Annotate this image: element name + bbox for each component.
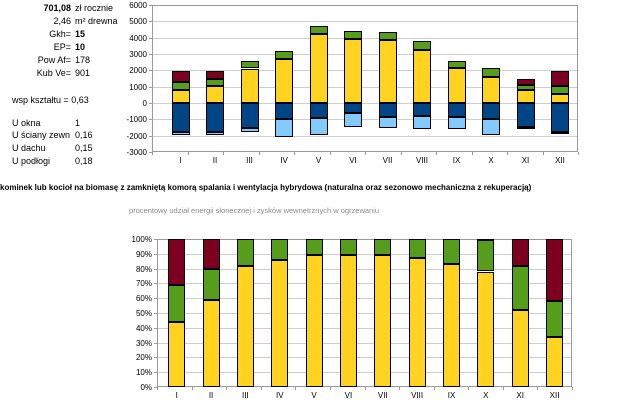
bar-segment-losses-light-blue <box>275 119 293 137</box>
u-floor-label: U podłogi <box>12 156 51 166</box>
gkh-label: Gkh= <box>49 29 71 39</box>
y-tick-label: 10% <box>135 368 152 377</box>
x-axis-tick <box>365 152 366 155</box>
y-axis-tick <box>149 119 152 120</box>
x-axis-tick <box>188 152 189 155</box>
y-axis-tick <box>149 70 152 71</box>
bar-segment-losses-light-blue <box>206 132 224 135</box>
x-tick-label: VI <box>344 391 353 400</box>
wood-amount-unit: m² drewna <box>75 16 118 26</box>
bar-segment-heating-dark-red <box>517 79 535 85</box>
y-axis-tick <box>149 5 152 6</box>
bar-segment-gains-internal-green <box>517 85 535 90</box>
y-tick-label: 80% <box>135 265 152 274</box>
u-window-label: U okna <box>12 118 41 128</box>
x-tick-label: XII <box>549 391 560 400</box>
y-tick-label: 6000 <box>129 1 147 10</box>
y-axis-tick <box>149 87 152 88</box>
x-axis-tick <box>503 387 504 390</box>
x-tick-label: II <box>212 156 218 165</box>
y-tick-label: 100% <box>131 235 152 244</box>
x-tick-label: XI <box>516 391 524 400</box>
bar-segment-share-solar-yellow <box>443 264 460 387</box>
bar-segment-share-solar-yellow <box>306 255 323 387</box>
bar-segment-share-heating-dark-red <box>168 239 185 285</box>
x-axis-tick <box>295 387 296 390</box>
bar-segment-gains-internal-green <box>551 86 569 94</box>
x-tick-label: IV <box>275 391 284 400</box>
y-axis-tick <box>149 136 152 137</box>
x-tick-label: V <box>311 391 317 400</box>
pow-af-value: 178 <box>75 55 91 65</box>
x-tick-label: VIII <box>411 391 424 400</box>
y-axis-tick <box>154 372 157 373</box>
x-tick-label: X <box>483 391 489 400</box>
y-tick-label: 60% <box>135 294 152 303</box>
bar-segment-share-internal-green <box>409 239 426 258</box>
bar-segment-losses-light-blue <box>241 128 259 132</box>
x-tick-label: II <box>208 391 214 400</box>
x-axis-tick <box>578 152 579 155</box>
x-axis-tick <box>365 387 366 390</box>
shape-factor-label: wsp kształtu = <box>12 95 69 105</box>
y-axis-tick <box>154 269 157 270</box>
y-axis-tick <box>149 38 152 39</box>
bar-segment-losses-dark-blue <box>379 103 397 117</box>
x-axis-tick <box>399 387 400 390</box>
bar-segment-share-internal-green <box>443 239 460 264</box>
y-tick-label: 2000 <box>129 66 147 75</box>
x-axis-tick <box>330 387 331 390</box>
y-tick-label: 70% <box>135 279 152 288</box>
x-tick-label: III <box>242 391 249 400</box>
x-tick-label: I <box>179 156 182 165</box>
x-axis-tick <box>543 152 544 155</box>
bar-segment-share-solar-yellow <box>168 322 185 387</box>
bar-segment-losses-light-blue <box>482 119 500 135</box>
bar-segment-share-solar-yellow <box>477 272 494 387</box>
gridline <box>153 54 577 55</box>
kub-ve-value: 901 <box>75 68 91 78</box>
bar-segment-losses-light-blue <box>448 117 466 129</box>
bar-segment-share-internal-green <box>477 240 494 271</box>
u-roof-label: U dachu <box>12 143 46 153</box>
bar-segment-gains-internal-green <box>379 32 397 40</box>
u-roof-value: 0,15 <box>75 143 93 153</box>
bar-segment-gains-solar-yellow <box>344 39 362 103</box>
x-tick-label: VI <box>349 156 357 165</box>
x-axis-tick <box>572 387 573 390</box>
x-axis-tick <box>468 387 469 390</box>
x-tick-label: III <box>246 156 253 165</box>
x-axis-tick <box>537 387 538 390</box>
chart-title: kominek lub kocioł na biomasę z zamkniętą komorą spalania i wentylacja hybrydowa (naturalna oraz sezonowo mechaniczna z rekuperacją) <box>0 183 532 192</box>
bar-segment-share-solar-yellow <box>374 255 391 387</box>
y-axis-tick <box>154 357 157 358</box>
bar-segment-share-heating-dark-red <box>203 239 220 269</box>
bar-segment-gains-internal-green <box>206 79 224 86</box>
x-axis-tick <box>226 387 227 390</box>
gridline <box>153 21 577 22</box>
y-tick-label: 40% <box>135 324 152 333</box>
pow-af-label: Pow Af= <box>37 55 71 65</box>
y-axis-tick <box>149 54 152 55</box>
bar-segment-losses-dark-blue <box>482 103 500 119</box>
u-window-value: 1 <box>75 118 81 128</box>
x-axis-tick <box>507 152 508 155</box>
bar-segment-gains-internal-green <box>344 31 362 39</box>
bar-segment-losses-light-blue <box>517 127 535 129</box>
bar-segment-share-internal-green <box>546 301 563 337</box>
bar-segment-gains-internal-green <box>310 26 328 34</box>
bar-segment-losses-dark-blue <box>310 103 328 118</box>
bar-segment-losses-dark-blue <box>206 103 224 132</box>
x-axis-tick <box>223 152 224 155</box>
gridline <box>153 136 577 137</box>
x-axis-tick <box>434 387 435 390</box>
bar-segment-losses-dark-blue <box>551 103 569 132</box>
ep-value: 10 <box>75 42 86 52</box>
y-axis-tick <box>154 298 157 299</box>
bar-segment-share-heating-dark-red <box>512 239 529 266</box>
bar-segment-losses-light-blue <box>344 113 362 127</box>
bar-segment-share-solar-yellow <box>546 337 563 387</box>
y-axis-tick <box>154 283 157 284</box>
bar-segment-losses-light-blue <box>379 117 397 128</box>
bar-segment-losses-dark-blue <box>172 103 190 132</box>
bar-segment-heating-dark-red <box>551 71 569 86</box>
bar-segment-losses-dark-blue <box>275 103 293 119</box>
bar-segment-gains-internal-green <box>241 61 259 68</box>
y-axis-tick <box>154 328 157 329</box>
u-wall-value: 0,16 <box>75 130 93 140</box>
bar-segment-gains-solar-yellow <box>241 69 259 103</box>
bar-segment-share-heating-dark-red <box>546 239 563 301</box>
bar-segment-share-internal-green <box>374 239 391 255</box>
bar-segment-share-internal-green <box>237 239 254 266</box>
bar-segment-losses-light-blue <box>172 132 190 135</box>
bar-segment-gains-solar-yellow <box>206 86 224 103</box>
bar-segment-share-internal-green <box>271 239 288 260</box>
bar-segment-share-internal-green <box>168 285 185 322</box>
shape-factor-row <box>12 94 89 106</box>
bar-segment-losses-light-blue <box>310 118 328 135</box>
y-axis-tick <box>154 313 157 314</box>
bar-segment-gains-solar-yellow <box>275 59 293 103</box>
y-tick-label: 30% <box>135 339 152 348</box>
ep-label: EP= <box>53 42 71 52</box>
bar-segment-gains-solar-yellow <box>448 68 466 103</box>
bar-segment-losses-dark-blue <box>448 103 466 117</box>
y-tick-label: 0 <box>142 99 147 108</box>
x-axis-tick <box>261 387 262 390</box>
x-tick-label: IX <box>452 156 461 165</box>
bar-segment-share-internal-green <box>203 269 220 300</box>
bar-segment-gains-solar-yellow <box>172 90 190 103</box>
y-tick-label: 90% <box>135 250 152 259</box>
bar-segment-share-solar-yellow <box>203 300 220 387</box>
y-tick-label: -2000 <box>126 132 147 141</box>
gkh-value: 15 <box>75 29 86 39</box>
bar-segment-heating-dark-red <box>172 71 190 82</box>
wood-amount-value: 2,46 <box>53 16 71 26</box>
y-tick-label: 1000 <box>129 83 147 92</box>
y-axis-tick <box>149 103 152 104</box>
bar-segment-share-internal-green <box>306 239 323 255</box>
annual-cost-unit: zł rocznie <box>75 3 114 13</box>
bar-segment-gains-internal-green <box>413 41 431 50</box>
bar-segment-gains-solar-yellow <box>379 40 397 103</box>
bar-segment-losses-light-blue <box>551 132 569 134</box>
bar-segment-share-solar-yellow <box>271 260 288 387</box>
bar-segment-share-solar-yellow <box>512 310 529 387</box>
bar-segment-losses-dark-blue <box>413 103 431 116</box>
y-axis-tick <box>149 21 152 22</box>
y-tick-label: 0% <box>140 383 152 392</box>
y-tick-label: 3000 <box>129 50 147 59</box>
chart-subtitle: procentowy udział energii słonecznej i zysków wewnętrznych w ogrzewaniu <box>128 206 380 215</box>
u-wall-label: U ściany zewn <box>12 130 71 140</box>
y-axis-tick <box>154 254 157 255</box>
bar-segment-share-solar-yellow <box>409 258 426 387</box>
bar-segment-gains-solar-yellow <box>551 94 569 103</box>
bar-segment-losses-light-blue <box>413 116 431 129</box>
x-axis-tick <box>192 387 193 390</box>
bar-segment-losses-dark-blue <box>344 103 362 113</box>
y-tick-label: 4000 <box>129 34 147 43</box>
x-axis-tick <box>330 152 331 155</box>
annual-cost-value: 701,08 <box>43 3 71 13</box>
bar-segment-losses-dark-blue <box>517 103 535 127</box>
x-axis-tick <box>294 152 295 155</box>
bar-segment-share-internal-green <box>512 266 529 310</box>
y-tick-label: 20% <box>135 353 152 362</box>
bar-segment-share-heating-dark-red <box>477 239 494 241</box>
x-tick-label: X <box>488 156 494 165</box>
x-axis-tick <box>472 152 473 155</box>
gridline <box>153 38 577 39</box>
bar-segment-gains-internal-green <box>172 82 190 90</box>
x-tick-label: V <box>315 156 322 165</box>
bar-segment-gains-solar-yellow <box>517 90 535 103</box>
x-axis-tick <box>436 152 437 155</box>
x-tick-label: IX <box>447 391 456 400</box>
x-tick-label: VIII <box>415 156 428 165</box>
kub-ve-label: Kub Ve= <box>36 68 71 78</box>
y-tick-label: 50% <box>135 309 152 318</box>
y-tick-label: -3000 <box>126 148 147 157</box>
x-axis-tick <box>259 152 260 155</box>
bar-segment-gains-solar-yellow <box>413 50 431 103</box>
x-tick-label: IV <box>280 156 288 165</box>
bar-segment-share-solar-yellow <box>237 266 254 387</box>
x-axis-tick <box>152 152 153 155</box>
bar-segment-gains-solar-yellow <box>482 77 500 103</box>
shape-factor-value: 0,63 <box>71 95 89 105</box>
bar-segment-gains-internal-green <box>448 61 466 68</box>
bar-segment-gains-internal-green <box>275 51 293 59</box>
x-tick-label: XII <box>555 156 565 165</box>
y-axis-tick <box>154 343 157 344</box>
bar-segment-gains-internal-green <box>482 68 500 77</box>
y-tick-label: -1000 <box>126 115 147 124</box>
bar-segment-share-internal-green <box>340 239 357 255</box>
x-axis-tick <box>401 152 402 155</box>
bar-segment-losses-dark-blue <box>241 103 259 128</box>
x-tick-label: XI <box>521 156 530 165</box>
x-tick-label: VII <box>377 391 388 400</box>
bar-segment-heating-dark-red <box>206 71 224 79</box>
bar-segment-share-solar-yellow <box>340 255 357 387</box>
x-tick-label: I <box>175 391 178 400</box>
bar-segment-gains-solar-yellow <box>310 34 328 103</box>
x-axis-tick <box>157 387 158 390</box>
u-floor-value: 0,18 <box>75 156 93 166</box>
y-axis-tick <box>154 239 157 240</box>
y-tick-label: 5000 <box>129 17 147 26</box>
x-tick-label: VII <box>382 156 393 165</box>
